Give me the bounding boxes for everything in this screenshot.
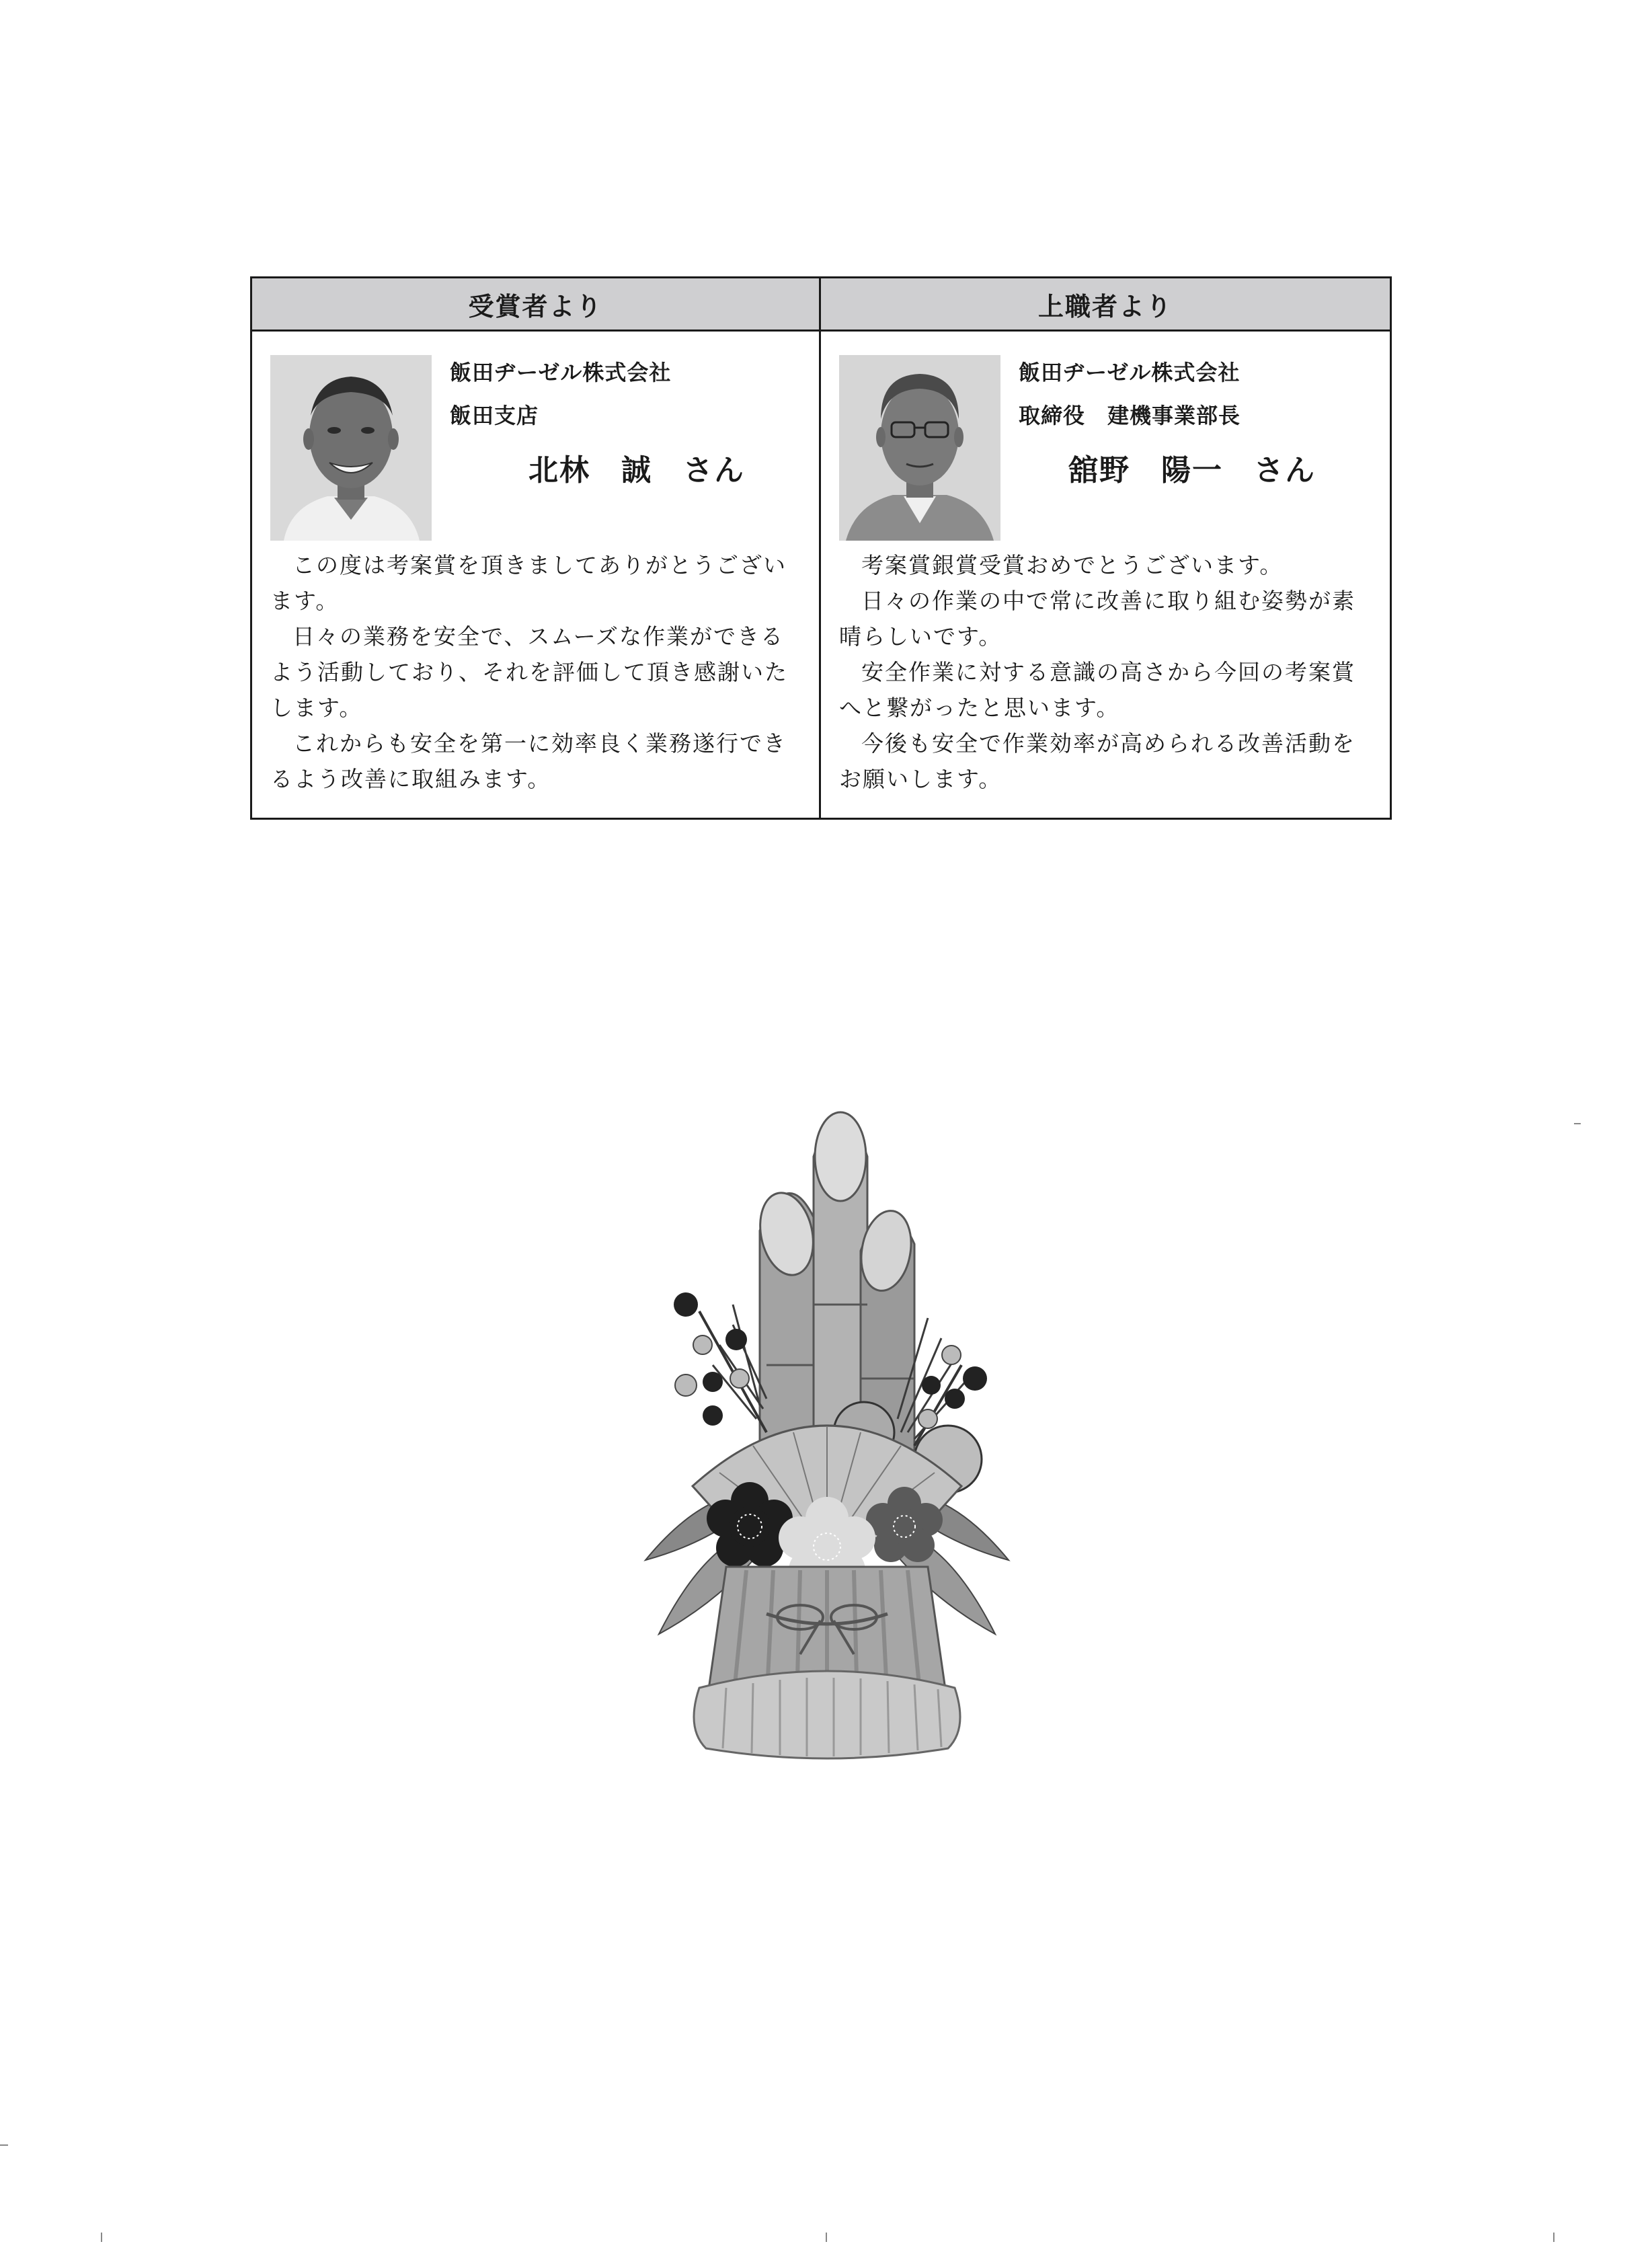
supervisor-position: 取締役 建機事業部長: [1019, 403, 1241, 428]
supervisor-paragraph: 考案賞銀賞受賞おめでとうございます。: [861, 552, 1284, 578]
supervisor-paragraph: 安全作業に対する意識の高さから今回の考案賞へと繋がったと思います。: [839, 659, 1355, 721]
supervisor-photo: [839, 355, 1000, 541]
recipient-header: 受賞者より: [252, 278, 819, 332]
supervisor-message: [839, 547, 1376, 797]
crop-mark: [0, 2144, 8, 2146]
recipient-info: [450, 351, 805, 500]
recipient-paragraph: これからも安全を第一に効率良く業務遂行できるよう改善に取組みます。: [270, 730, 787, 792]
supervisor-portrait-image: [839, 355, 1000, 541]
supervisor-paragraph: 今後も安全で作業効率が高められる改善活動をお願いします。: [839, 730, 1355, 792]
recipient-company: 飯田ヂーゼル株式会社: [450, 360, 672, 385]
recipient-photo: [270, 355, 432, 541]
supervisor-info: [1019, 351, 1376, 500]
recipient-paragraph: 日々の業務を安全で、スムーズな作業ができるよう活動しており、それを評価して頂き感謝いたします。: [270, 623, 788, 721]
bamboo-stalks: [753, 1112, 917, 1459]
supervisor-paragraph: 日々の作業の中で常に改善に取り組む姿勢が素晴らしいです。: [839, 588, 1355, 650]
supervisor-company: 飯田ヂーゼル株式会社: [1019, 360, 1241, 385]
crop-mark: [1574, 1123, 1581, 1124]
supervisor-header: 上職者より: [821, 278, 1390, 332]
pot: [694, 1567, 960, 1758]
recipient-paragraph: この度は考案賞を頂きましてありがとうございます。: [270, 552, 787, 614]
comment-table: [250, 276, 1392, 820]
supervisor-column: [821, 278, 1390, 818]
supervisor-name: 舘野 陽一 さん: [1068, 453, 1316, 488]
crop-mark: [826, 2233, 827, 2242]
recipient-message: [270, 547, 805, 797]
kadomatsu-illustration: [632, 1083, 1022, 1769]
kadomatsu-icon: [632, 1083, 1022, 1769]
crop-mark: [101, 2233, 102, 2242]
crop-mark: [1553, 2233, 1555, 2242]
recipient-position: 飯田支店: [450, 403, 539, 428]
recipient-column: [252, 278, 821, 818]
recipient-name: 北林 誠 さん: [528, 453, 745, 488]
recipient-portrait-image: [270, 355, 432, 541]
